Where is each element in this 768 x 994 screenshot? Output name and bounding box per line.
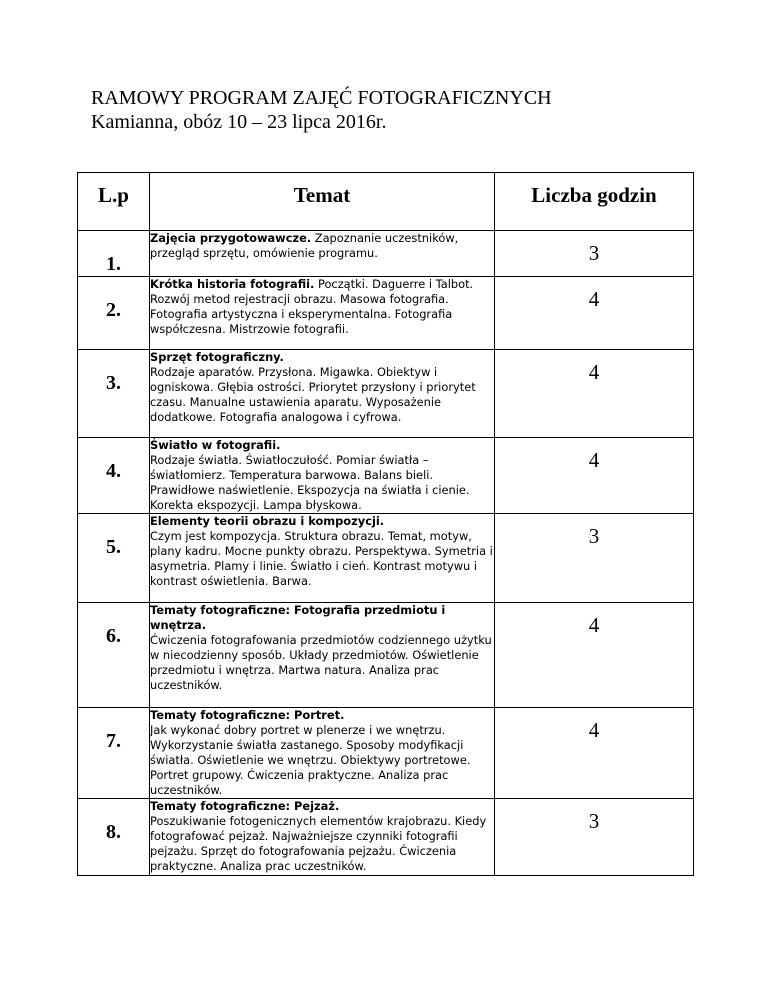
topic-description: Czym jest kompozycja. Struktura obrazu. Temat, motyw, plany kadru. Mocne punkty obrazu. Perspektywa. Symetria i asymetria. Plamy i linie. Światło i cień. Kontrast motywu i kontrast oświetlenia. Barwa. <box>150 529 493 588</box>
topic-heading: Elementy teorii obrazu i kompozycji. <box>150 514 385 528</box>
table-row <box>78 277 694 350</box>
row-hours: 4 <box>495 350 694 438</box>
topic-description: Ćwiczenia fotografowania przedmiotów codziennego użytku w niecodzienny sposób. Układy przedmiotów. Oświetlenie przedmiotu i wnętrza. Martwa natura. Analiza prac uczestników. <box>150 633 492 692</box>
row-number: 6. <box>78 603 150 708</box>
row-topic <box>150 603 495 708</box>
row-topic <box>150 514 495 603</box>
document-title <box>91 86 552 134</box>
topic-description: Jak wykonać dobry portret w plenerze i we wnętrzu. Wykorzystanie światła zastanego. Sposoby modyfikacji światła. Oświetlenie we wnętrzu. Obiektywy portretowe. Portret grupowy. Ćwiczenia praktyczne. Analiza prac uczestników. <box>150 723 471 797</box>
row-topic <box>150 799 495 876</box>
table-row <box>78 231 694 277</box>
topic-description: Początki. Daguerre i Talbot. Rozwój metod rejestracji obrazu. Masowa fotografia. Fotografia artystyczna i eksperymentalna. Fotografia współczesna. Mistrzowie fotografii. <box>150 277 474 336</box>
row-topic <box>150 277 495 350</box>
topic-heading: Tematy fotograficzne: Portret. <box>150 708 345 722</box>
table-row <box>78 603 694 708</box>
table-row <box>78 514 694 603</box>
row-number: 2. <box>78 277 150 350</box>
row-topic <box>150 350 495 438</box>
table-row <box>78 350 694 438</box>
table-row <box>78 799 694 876</box>
topic-heading: Tematy fotograficzne: Pejzaż. <box>150 799 340 813</box>
row-hours: 4 <box>495 277 694 350</box>
row-hours: 4 <box>495 708 694 799</box>
title-line-1: RAMOWY PROGRAM ZAJĘĆ FOTOGRAFICZNYCH <box>91 87 552 109</box>
row-hours: 3 <box>495 799 694 876</box>
topic-description: Rodzaje światła. Światłoczułość. Pomiar światła – światłomierz. Temperatura barwowa. Balans bieli. Prawidłowe naświetlenie. Ekspozycja na światła i cienie. Korekta ekspozycji. Lampa błyskowa. <box>150 453 470 512</box>
row-number: 4. <box>78 438 150 514</box>
topic-heading: Krótka historia fotografii. <box>150 277 315 291</box>
topic-description: Poszukiwanie fotogenicznych elementów krajobrazu. Kiedy fotografować pejzaż. Najważniejsze czynniki fotografii pejzażu. Sprzęt do fotografowania pejzażu. Ćwiczenia praktyczne. Analiza prac uczestników. <box>150 814 487 873</box>
row-topic <box>150 231 495 277</box>
header-topic: Temat <box>150 173 495 231</box>
header-hours: Liczba godzin <box>495 173 694 231</box>
row-number: 3. <box>78 350 150 438</box>
row-number: 1. <box>78 231 150 277</box>
program-table <box>77 172 694 876</box>
row-topic <box>150 438 495 514</box>
row-hours: 4 <box>495 603 694 708</box>
topic-heading: Sprzęt fotograficzny. <box>150 350 284 364</box>
row-hours: 4 <box>495 438 694 514</box>
table-row <box>78 708 694 799</box>
row-number: 7. <box>78 708 150 799</box>
row-number: 5. <box>78 514 150 603</box>
topic-heading: Zajęcia przygotowawcze. <box>150 231 312 245</box>
topic-heading: Tematy fotograficzne: Fotografia przedmiotu i wnętrza. <box>150 603 446 632</box>
topic-description: Rodzaje aparatów. Przysłona. Migawka. Obiektyw i ogniskowa. Głębia ostrości. Priorytet przysłony i priorytet czasu. Manualne ustawienia aparatu. Wyposażenie dodatkowe. Fotografia analogowa i cyfrowa. <box>150 365 476 424</box>
topic-heading: Światło w fotografii. <box>150 438 281 452</box>
header-lp: L.p <box>78 173 150 231</box>
row-hours: 3 <box>495 231 694 277</box>
table-header-row <box>78 173 694 231</box>
table-row <box>78 438 694 514</box>
row-hours: 3 <box>495 514 694 603</box>
topic-description: Zapoznanie uczestników, przegląd sprzętu, omówienie programu. <box>150 231 459 260</box>
row-topic <box>150 708 495 799</box>
title-line-2: Kamianna, obóz 10 – 23 lipca 2016r. <box>91 111 387 133</box>
row-number: 8. <box>78 799 150 876</box>
